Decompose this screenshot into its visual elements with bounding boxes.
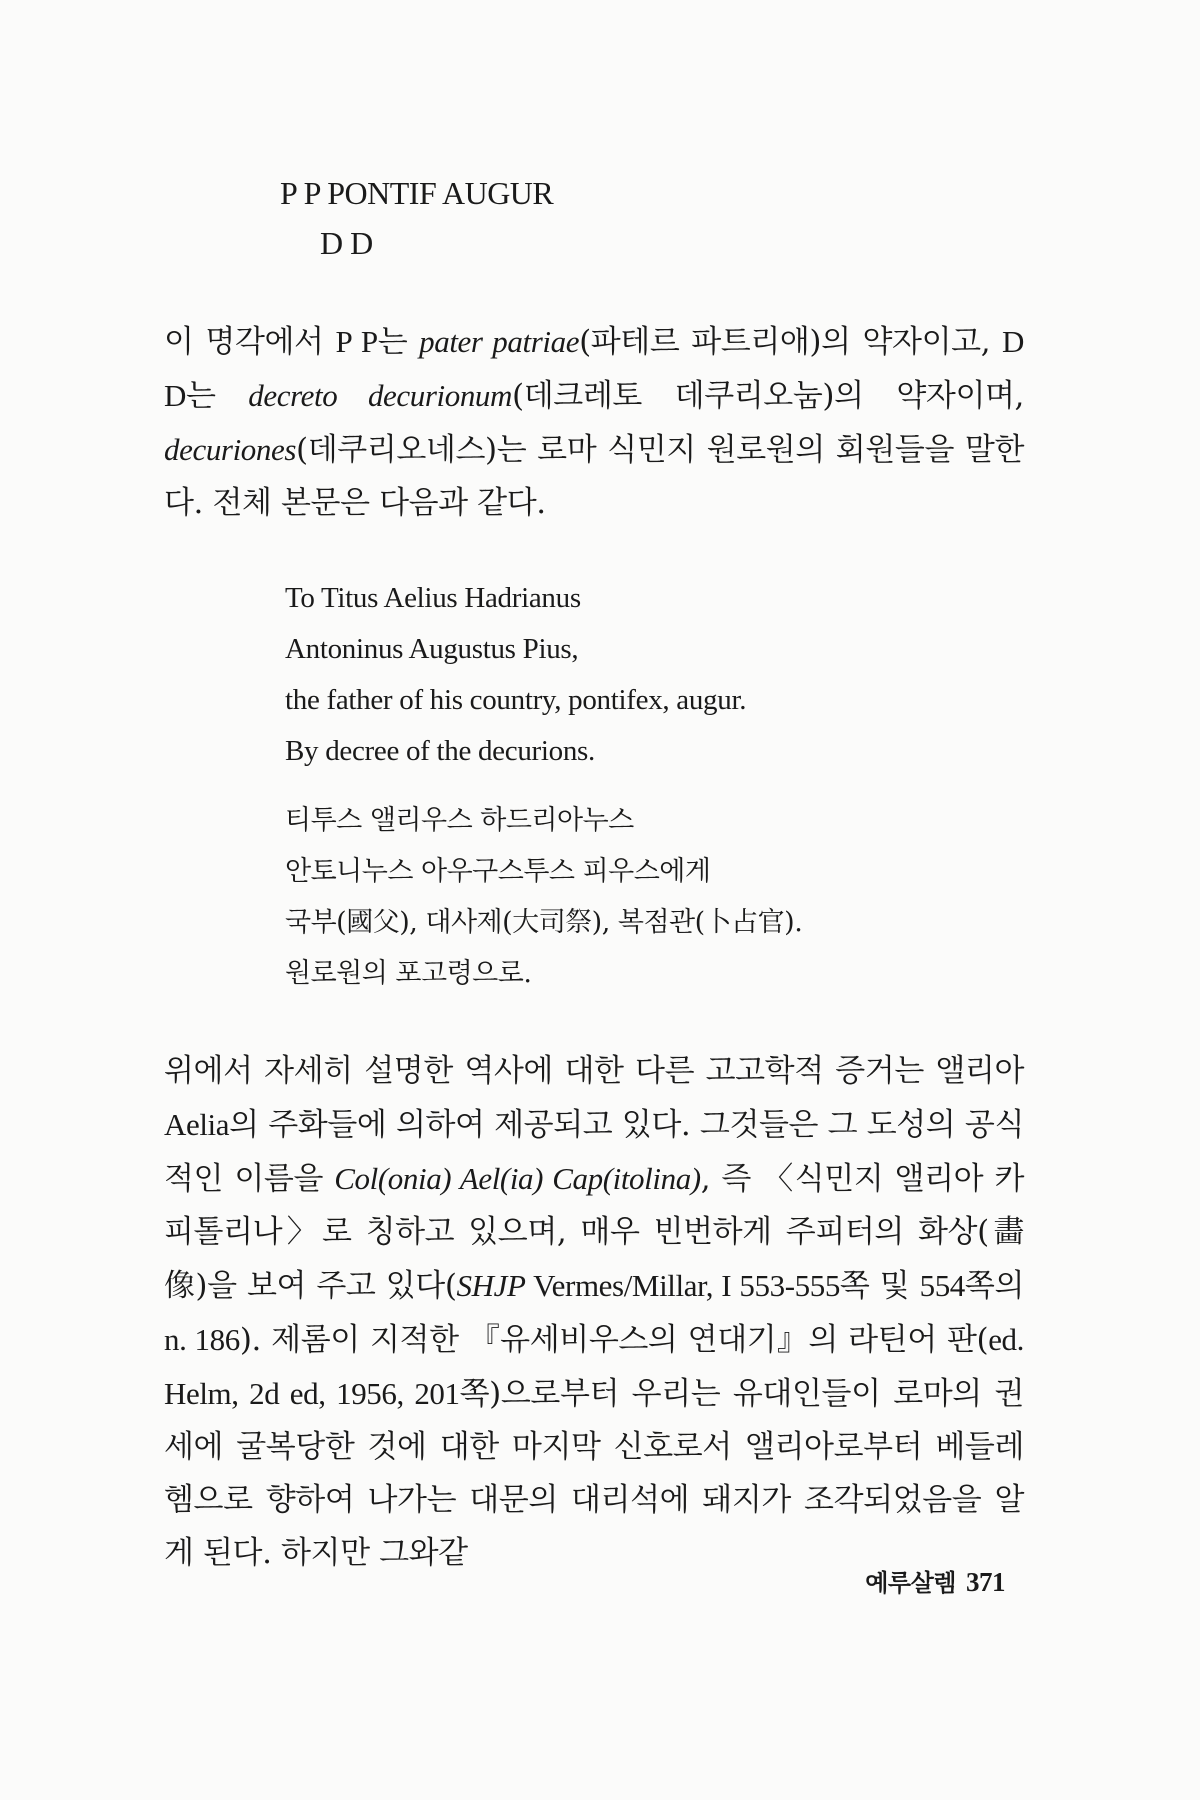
latin-term: decreto decurionum bbox=[248, 378, 513, 413]
korean-line: 원로원의 포고령으로. bbox=[285, 958, 532, 989]
text: (데쿠리오네스)는 로마 식민지 원로원의 회원들을 말한다. 전체 본문은 다음과 같다. bbox=[164, 432, 1024, 521]
english-line: the father of his country, pontifex, augur. bbox=[285, 684, 747, 716]
reference: ed. Helm, 2d ed, 1956, 201 bbox=[164, 1322, 1024, 1411]
reference: Vermes/Millar, I 553-555 bbox=[525, 1268, 840, 1303]
english-line: By decree of the decurions. bbox=[285, 735, 595, 767]
inscription bbox=[280, 168, 553, 268]
text: 의 주화들에 의하여 제공되고 있다. 그것들은 그 도성의 공식적인 이름을 bbox=[164, 1107, 1024, 1197]
text: 이 명각에서 bbox=[164, 324, 336, 360]
english-line: Antoninus Augustus Pius, bbox=[285, 633, 579, 665]
text: (데크레토 데쿠리오눔)의 약자이며, bbox=[512, 378, 1025, 414]
abbreviation-pp: P P bbox=[335, 324, 378, 359]
reference: 554 bbox=[919, 1268, 965, 1303]
page-footer bbox=[865, 1563, 1005, 1598]
korean-line: 국부(國父), 대사제(大司祭), 복점관(卜占官). bbox=[285, 907, 803, 938]
text: ). 제롬이 지적한 『유세비우스의 연대기』의 라틴어 판( bbox=[239, 1322, 989, 1358]
text: Aelia bbox=[164, 1107, 230, 1142]
page-number: 371 bbox=[966, 1567, 1005, 1597]
text: 는 bbox=[186, 378, 249, 414]
english-line: To Titus Aelius Hadrianus bbox=[285, 582, 581, 614]
reference-abbrev: SHJP bbox=[456, 1268, 526, 1303]
english-translation bbox=[285, 573, 746, 777]
korean-line: 안토니누스 아우구스투스 피우스에게 bbox=[285, 856, 711, 887]
text: 쪽)으로부터 우리는 유대인들이 로마의 권세에 굴복당한 것에 대한 마지막 신호로서 앨리아로부터 베들레헴으로 향하여 나가는 대문의 대리석에 돼지가 조각되었음을 알게 된다. 하지만 그와같 bbox=[164, 1376, 1024, 1571]
reference: n. 186 bbox=[164, 1322, 240, 1357]
running-title: 예루살렘 bbox=[865, 1569, 956, 1597]
inscription-line-1: P P PONTIF AUGUR bbox=[280, 175, 554, 211]
latin-term: Col(onia) Ael(ia) Cap(itolina) bbox=[334, 1161, 701, 1196]
inscription-line-2: D D bbox=[320, 225, 373, 261]
korean-line: 티투스 앨리우스 하드리아누스 bbox=[285, 805, 634, 836]
text: , 즉 〈식민지 앨리아 카피톨리나〉로 칭하고 있으며, 매우 빈번하게 주피터의 화상(畵像)을 보여 주고 있다( bbox=[164, 1161, 1024, 1304]
text: 쪽 및 bbox=[839, 1268, 920, 1304]
text: (파테르 파트리애)의 약자이고, bbox=[579, 324, 1003, 360]
text: 위에서 자세히 설명한 역사에 대한 다른 고고학적 증거는 앨리아 bbox=[164, 1053, 1024, 1089]
text: 쪽의 bbox=[964, 1268, 1024, 1304]
text: 는 bbox=[377, 324, 420, 360]
latin-term: pater patriae bbox=[419, 324, 580, 359]
paragraph-coin-evidence bbox=[164, 1045, 1024, 1580]
latin-term: decuriones bbox=[164, 432, 297, 467]
korean-translation bbox=[285, 795, 802, 999]
paragraph-inscription-explanation bbox=[164, 315, 1024, 530]
abbreviation-dd: D D bbox=[164, 324, 1025, 413]
